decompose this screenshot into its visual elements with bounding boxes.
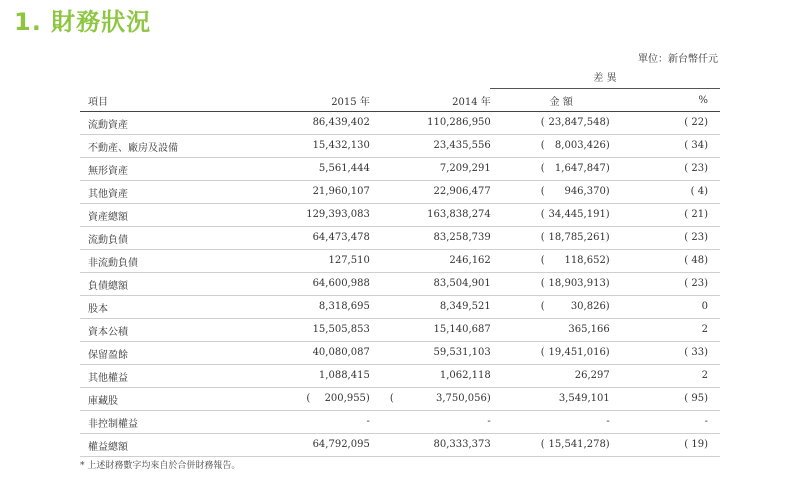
- row-label: 其他權益: [80, 365, 196, 388]
- cell-pct-value: ( 33): [684, 347, 708, 358]
- cell-2014-value: 83,504,901: [433, 278, 491, 289]
- cell-pct: [620, 319, 720, 342]
- cell-amount: [503, 181, 620, 204]
- table-row: [80, 181, 720, 204]
- row-label: 非流動負債: [80, 250, 196, 273]
- cell-amount-value: 30,826): [570, 301, 610, 312]
- table-row: [80, 112, 720, 135]
- cell-2015: [196, 135, 381, 158]
- cell-2015-value: 15,505,853: [312, 324, 370, 335]
- cell-pct-value: ( 23): [684, 278, 708, 289]
- cell-2015: [196, 158, 381, 181]
- open-paren: (: [306, 393, 311, 404]
- cell-pct: [620, 411, 720, 434]
- col-header-2014: 2014 年: [382, 89, 503, 112]
- cell-2014: [382, 434, 503, 457]
- row-label: 非控制權益: [80, 411, 196, 434]
- col-header-pct: %: [620, 89, 720, 112]
- cell-2014-value: 3,750,056): [435, 393, 491, 404]
- row-label: 權益總額: [80, 434, 196, 457]
- cell-pct: [620, 365, 720, 388]
- cell-amount-value: -: [606, 416, 610, 427]
- cell-pct: [620, 181, 720, 204]
- cell-amount-value: 1,647,847): [554, 163, 610, 174]
- cell-pct: [620, 273, 720, 296]
- cell-2014: [382, 388, 503, 411]
- table-row: [80, 342, 720, 365]
- cell-pct: [620, 158, 720, 181]
- cell-amount: [503, 204, 620, 227]
- cell-pct: [620, 342, 720, 365]
- cell-pct-value: ( 19): [684, 439, 708, 450]
- open-paren: (: [540, 301, 545, 312]
- cell-2014: [382, 204, 503, 227]
- cell-pct-value: 2: [701, 324, 708, 335]
- cell-2014: [382, 112, 503, 135]
- cell-amount-value: 34,445,191): [548, 209, 610, 220]
- cell-2014: [382, 342, 503, 365]
- cell-2015: [196, 273, 381, 296]
- cell-2014-value: 246,162: [449, 255, 491, 266]
- cell-2014: [382, 273, 503, 296]
- cell-amount: [503, 319, 620, 342]
- cell-2015-value: -: [366, 416, 370, 427]
- cell-amount-value: 23,847,548): [548, 117, 610, 128]
- row-label: 流動負債: [80, 227, 196, 250]
- cell-pct: [620, 112, 720, 135]
- cell-pct: [620, 296, 720, 319]
- cell-2014-value: 80,333,373: [433, 439, 491, 450]
- cell-2015: [196, 296, 381, 319]
- open-paren: (: [540, 117, 545, 128]
- cell-2014: [382, 181, 503, 204]
- cell-pct-value: 0: [701, 301, 708, 312]
- cell-amount: [503, 434, 620, 457]
- cell-2015: [196, 342, 381, 365]
- cell-pct: [620, 388, 720, 411]
- cell-amount: [503, 158, 620, 181]
- cell-pct: [620, 434, 720, 457]
- cell-2014-value: 23,435,556: [433, 140, 491, 151]
- cell-amount-value: 26,297: [574, 370, 610, 381]
- cell-pct: [620, 135, 720, 158]
- open-paren: (: [540, 163, 545, 174]
- cell-2014-value: 1,062,118: [439, 370, 491, 381]
- table-row: [80, 434, 720, 457]
- cell-amount: [503, 365, 620, 388]
- row-label: 流動資產: [80, 112, 196, 135]
- cell-pct-value: ( 22): [684, 117, 708, 128]
- cell-2014: [382, 250, 503, 273]
- col-header-item: 項目: [80, 89, 196, 112]
- cell-2014-value: 15,140,687: [433, 324, 491, 335]
- cell-pct: [620, 227, 720, 250]
- cell-pct-value: ( 95): [684, 393, 708, 404]
- table-row: [80, 273, 720, 296]
- cell-amount-value: 15,541,278): [548, 439, 610, 450]
- cell-2015: [196, 227, 381, 250]
- cell-2015: [196, 319, 381, 342]
- cell-amount: [503, 342, 620, 365]
- cell-amount-value: 118,652): [564, 255, 610, 266]
- cell-2015-value: 21,960,107: [312, 186, 370, 197]
- cell-2015-value: 129,393,083: [306, 209, 370, 220]
- cell-2014: [382, 296, 503, 319]
- cell-2015-value: 1,088,415: [318, 370, 370, 381]
- row-label: 不動產、廠房及設備: [80, 135, 196, 158]
- cell-2014: [382, 365, 503, 388]
- table-row: [80, 411, 720, 434]
- table-row: [80, 135, 720, 158]
- cell-2014: [382, 411, 503, 434]
- cell-2015: [196, 112, 381, 135]
- cell-pct-value: ( 48): [684, 255, 708, 266]
- cell-2014-value: 8,349,521: [439, 301, 491, 312]
- table-row: [80, 250, 720, 273]
- cell-2015-value: 64,473,478: [312, 232, 370, 243]
- cell-amount: [503, 296, 620, 319]
- cell-amount-value: 365,166: [568, 324, 610, 335]
- open-paren: (: [540, 232, 545, 243]
- cell-pct-value: 2: [701, 370, 708, 381]
- cell-2015-value: 15,432,130: [312, 140, 370, 151]
- row-label: 保留盈餘: [80, 342, 196, 365]
- table-row: [80, 227, 720, 250]
- cell-pct-value: ( 23): [684, 163, 708, 174]
- financial-status-table: [80, 89, 720, 457]
- section-title: 1. 財務狀況: [14, 8, 152, 36]
- cell-amount: [503, 273, 620, 296]
- row-label: 資本公積: [80, 319, 196, 342]
- cell-2014-value: 163,838,274: [427, 209, 491, 220]
- cell-amount-value: 8,003,426): [554, 140, 610, 151]
- cell-2014: [382, 135, 503, 158]
- cell-2014-value: 22,906,477: [433, 186, 491, 197]
- cell-2014: [382, 158, 503, 181]
- cell-amount-value: 3,549,101: [558, 393, 610, 404]
- row-label: 無形資產: [80, 158, 196, 181]
- open-paren: (: [540, 347, 545, 358]
- open-paren: (: [540, 209, 545, 220]
- cell-2014: [382, 319, 503, 342]
- cell-amount-value: 18,903,913): [548, 278, 610, 289]
- table-row: [80, 296, 720, 319]
- col-header-2015: 2015 年: [196, 89, 381, 112]
- cell-2014-value: 59,531,103: [433, 347, 491, 358]
- cell-2015-value: 200,955): [324, 393, 370, 404]
- row-label: 股本: [80, 296, 196, 319]
- cell-amount-value: 18,785,261): [548, 232, 610, 243]
- cell-2014-value: 7,209,291: [439, 163, 491, 174]
- cell-pct-value: ( 23): [684, 232, 708, 243]
- cell-amount: [503, 112, 620, 135]
- cell-amount: [503, 411, 620, 434]
- open-paren: (: [389, 393, 394, 404]
- row-label: 其他資產: [80, 181, 196, 204]
- col-header-amount: 金 額: [503, 89, 620, 112]
- open-paren: (: [540, 140, 545, 151]
- open-paren: (: [540, 186, 545, 197]
- cell-amount: [503, 135, 620, 158]
- header-row: [80, 89, 720, 112]
- cell-amount-value: 946,370): [564, 186, 610, 197]
- cell-2015-value: 86,439,402: [312, 117, 370, 128]
- cell-2015: [196, 365, 381, 388]
- row-label: 庫藏股: [80, 388, 196, 411]
- cell-amount: [503, 388, 620, 411]
- open-paren: (: [540, 439, 545, 450]
- cell-2015-value: 64,792,095: [312, 439, 370, 450]
- cell-2015: [196, 411, 381, 434]
- cell-2014-value: 110,286,950: [427, 117, 491, 128]
- cell-pct-value: ( 4): [690, 186, 708, 197]
- table-row: [80, 204, 720, 227]
- cell-pct-value: -: [704, 416, 708, 427]
- cell-2014: [382, 227, 503, 250]
- cell-2015: [196, 388, 381, 411]
- cell-2015-value: 5,561,444: [318, 163, 370, 174]
- cell-2014-value: -: [487, 416, 491, 427]
- cell-2015: [196, 204, 381, 227]
- cell-amount-value: 19,451,016): [548, 347, 610, 358]
- cell-2015-value: 64,600,988: [312, 278, 370, 289]
- open-paren: (: [540, 255, 545, 266]
- cell-amount: [503, 227, 620, 250]
- cell-amount: [503, 250, 620, 273]
- cell-2015-value: 8,318,695: [318, 301, 370, 312]
- open-paren: (: [540, 278, 545, 289]
- table-row: [80, 319, 720, 342]
- cell-pct: [620, 204, 720, 227]
- unit-label: 單位：新台幣仟元: [638, 54, 718, 65]
- row-label: 負債總額: [80, 273, 196, 296]
- table-row: [80, 158, 720, 181]
- cell-2015: [196, 181, 381, 204]
- table-row: [80, 388, 720, 411]
- cell-2015: [196, 250, 381, 273]
- cell-2015-value: 40,080,087: [312, 347, 370, 358]
- difference-header: 差 異: [490, 70, 720, 89]
- table-row: [80, 365, 720, 388]
- cell-2015-value: 127,510: [328, 255, 370, 266]
- cell-pct-value: ( 34): [684, 140, 708, 151]
- cell-2015: [196, 434, 381, 457]
- cell-pct: [620, 250, 720, 273]
- row-label: 資產總額: [80, 204, 196, 227]
- footnote: * 上述財務數字均來自於合併財務報告。: [80, 461, 241, 471]
- cell-pct-value: ( 21): [684, 209, 708, 220]
- cell-2014-value: 83,258,739: [433, 232, 491, 243]
